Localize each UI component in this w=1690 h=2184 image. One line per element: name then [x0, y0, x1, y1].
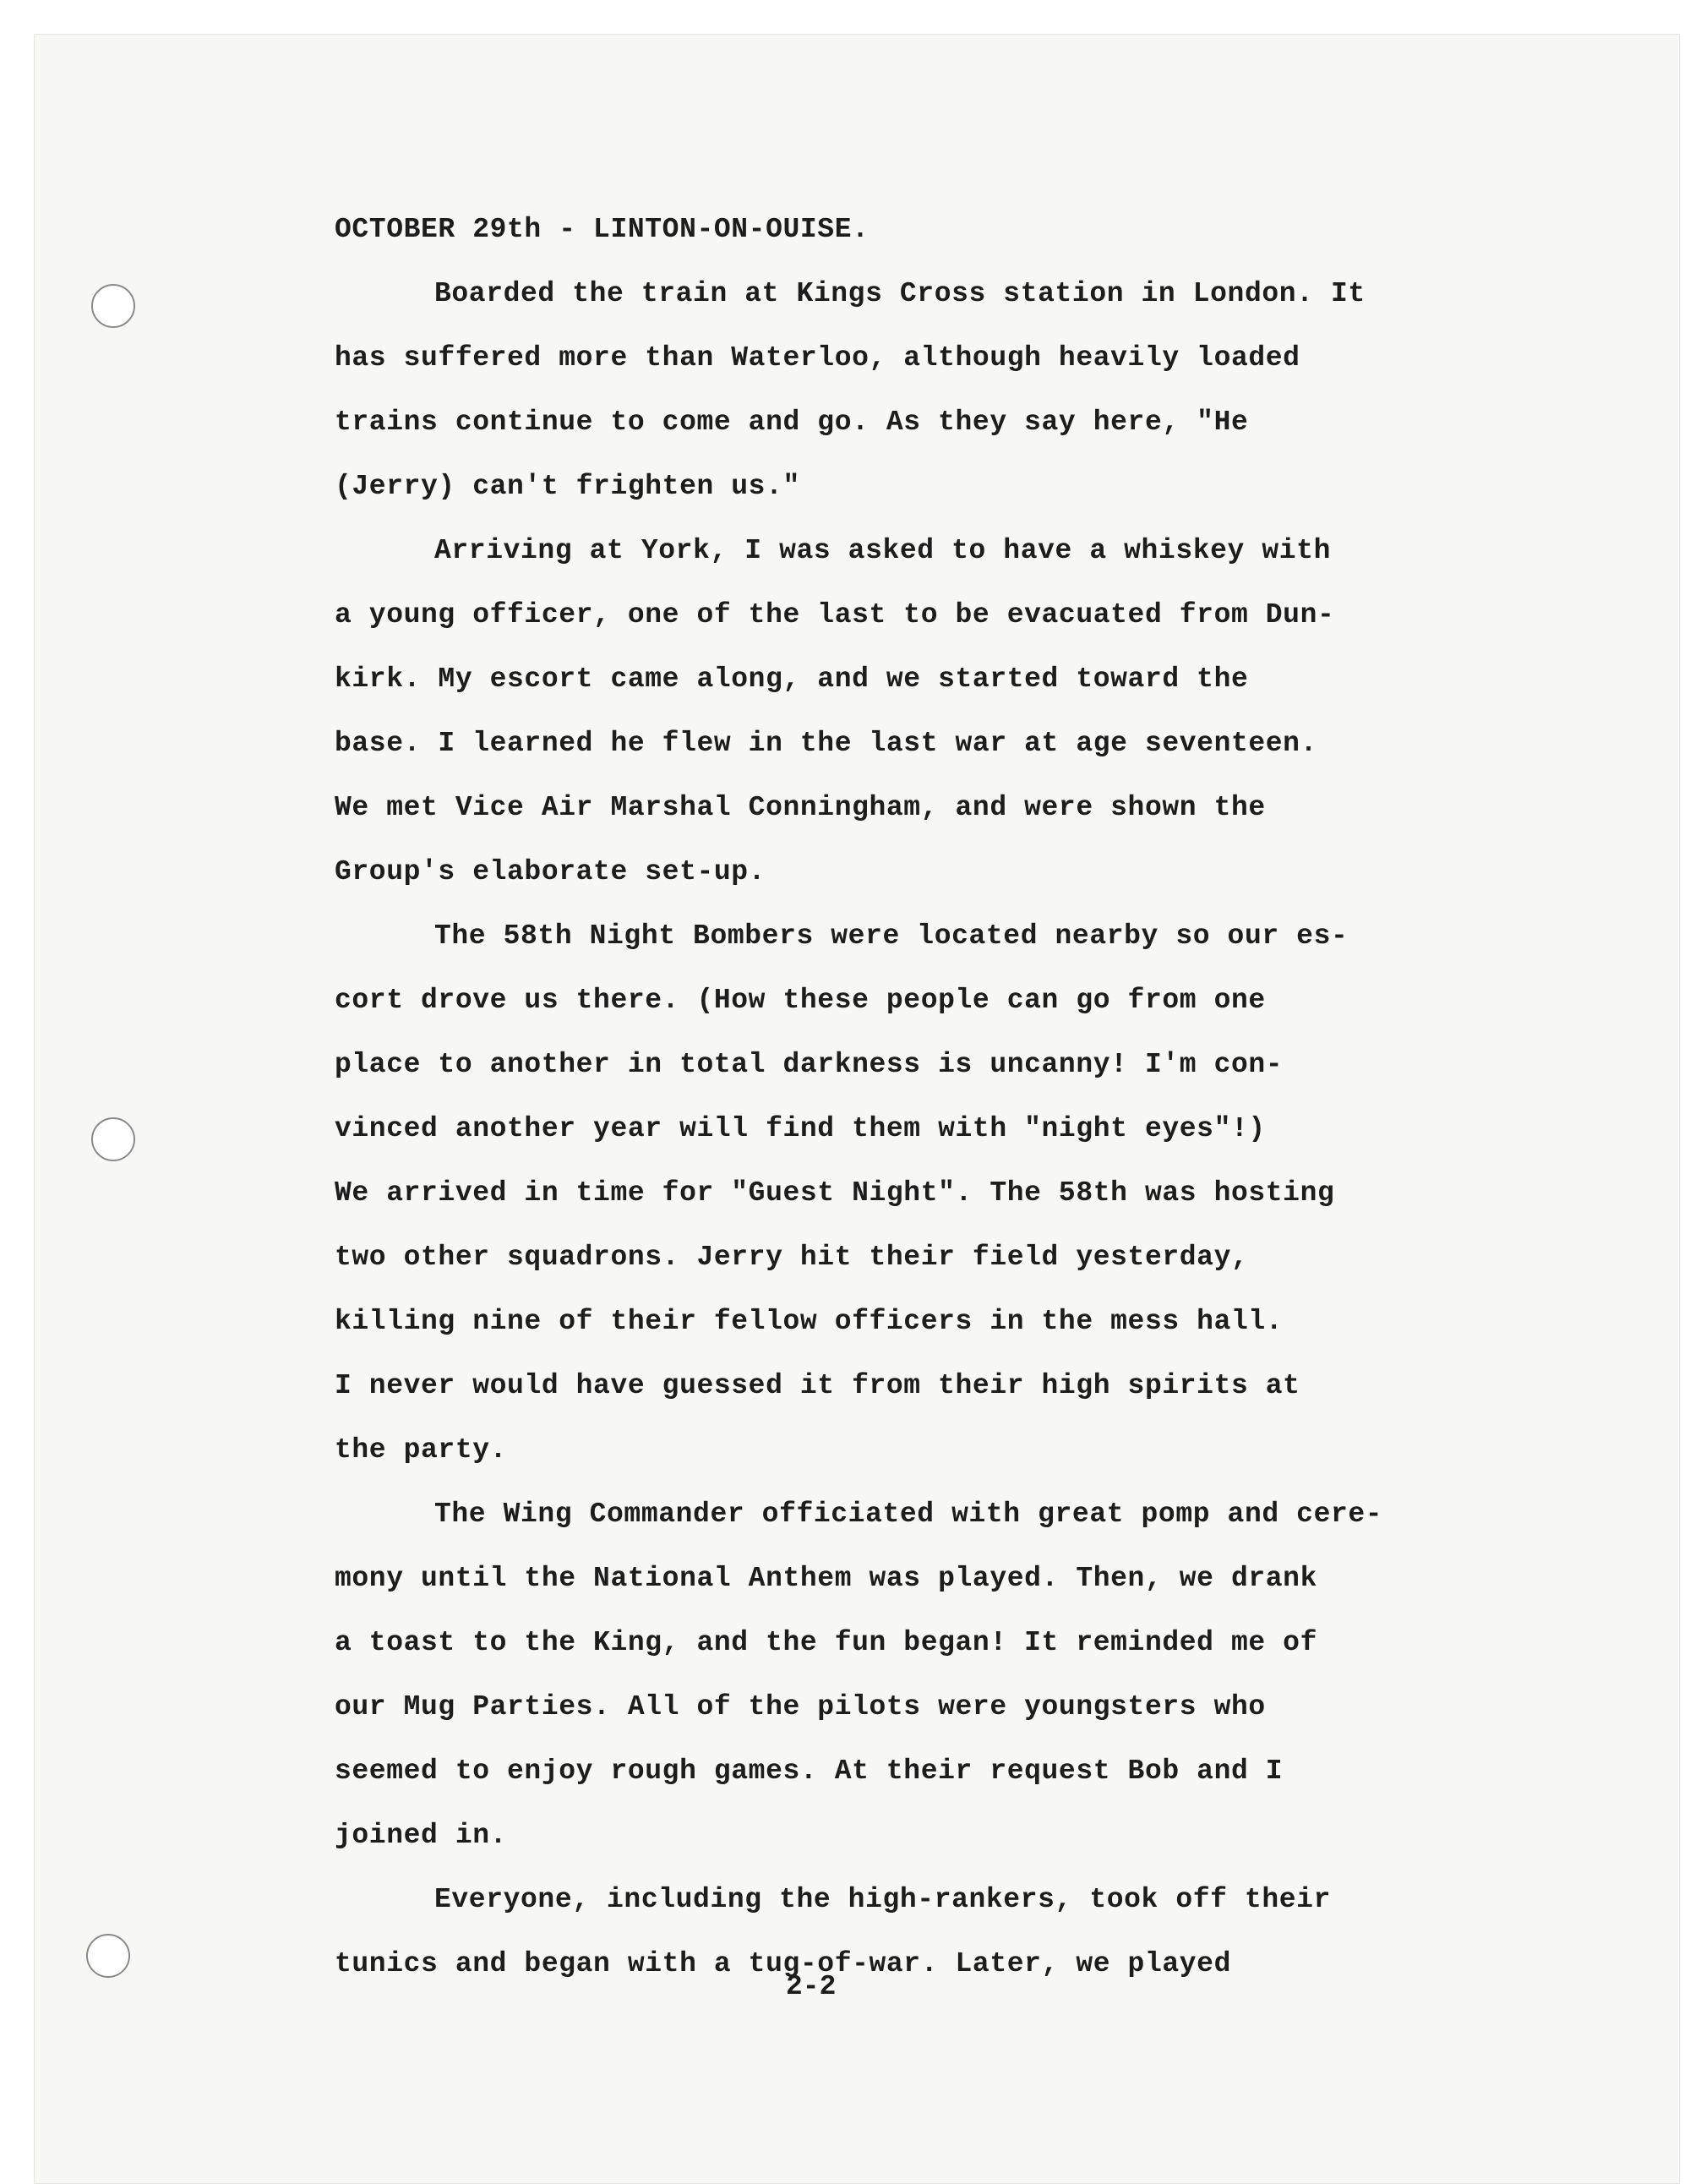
binder-hole-middle — [91, 1117, 135, 1161]
paragraph-kings-cross — [335, 262, 1535, 519]
text-line: I never would have guessed it from their high spirits at — [335, 1370, 1300, 1401]
text-line: trains continue to come and go. As they say here, "He — [335, 407, 1249, 438]
text-line: seemed to enjoy rough games. At their request Bob and I — [335, 1755, 1284, 1787]
text-line: vinced another year will find them with "night eyes"!) — [335, 1113, 1266, 1144]
text-line: a toast to the King, and the fun began! It reminded me of — [335, 1627, 1317, 1658]
text-line: place to another in total darkness is uncanny! I'm con- — [335, 1049, 1284, 1080]
binder-hole-bottom — [86, 1934, 130, 1978]
text-line: We arrived in time for "Guest Night". The 58th was hosting — [335, 1177, 1335, 1209]
text-line: base. I learned he flew in the last war at age seventeen. — [335, 728, 1317, 759]
text-line: our Mug Parties. All of the pilots were youngsters who — [335, 1691, 1266, 1723]
text-line: killing nine of their fellow officers in the mess hall. — [335, 1306, 1284, 1337]
binder-hole-top — [91, 284, 135, 328]
text-line: kirk. My escort came along, and we started toward the — [335, 663, 1249, 695]
text-line: The Wing Commander officiated with great pomp and cere- — [434, 1499, 1383, 1530]
text-line: Everyone, including the high-rankers, took off their — [434, 1884, 1331, 1915]
paragraph-tug-of-war — [335, 1868, 1535, 1996]
text-line: the party. — [335, 1434, 508, 1466]
text-line: Arriving at York, I was asked to have a whiskey with — [434, 535, 1331, 566]
page-number: 2-2 — [786, 1971, 837, 2002]
paragraph-york — [335, 519, 1535, 904]
text-line: has suffered more than Waterloo, although heavily loaded — [335, 342, 1300, 374]
date-location-heading: OCTOBER 29th - LINTON-ON-OUISE. — [335, 214, 870, 245]
paragraph-night-bombers — [335, 904, 1535, 1482]
text-line: Boarded the train at Kings Cross station in London. It — [434, 278, 1366, 309]
text-line: cort drove us there. (How these people can go from one — [335, 985, 1266, 1016]
paragraph-wing-commander — [335, 1482, 1535, 1868]
text-line: joined in. — [335, 1820, 508, 1851]
text-line: mony until the National Anthem was played. Then, we drank — [335, 1563, 1317, 1594]
text-line: (Jerry) can't frighten us." — [335, 471, 800, 502]
text-line: We met Vice Air Marshal Conningham, and were shown the — [335, 792, 1266, 823]
text-line: Group's elaborate set-up. — [335, 856, 766, 887]
text-line: tunics and began with a tug-of-war. Later, we played — [335, 1948, 1231, 1979]
text-line: a young officer, one of the last to be evacuated from Dun- — [335, 599, 1335, 631]
document-body — [335, 198, 1535, 1996]
text-line: two other squadrons. Jerry hit their field yesterday, — [335, 1242, 1249, 1273]
text-line: The 58th Night Bombers were located nearby so our es- — [434, 920, 1349, 952]
